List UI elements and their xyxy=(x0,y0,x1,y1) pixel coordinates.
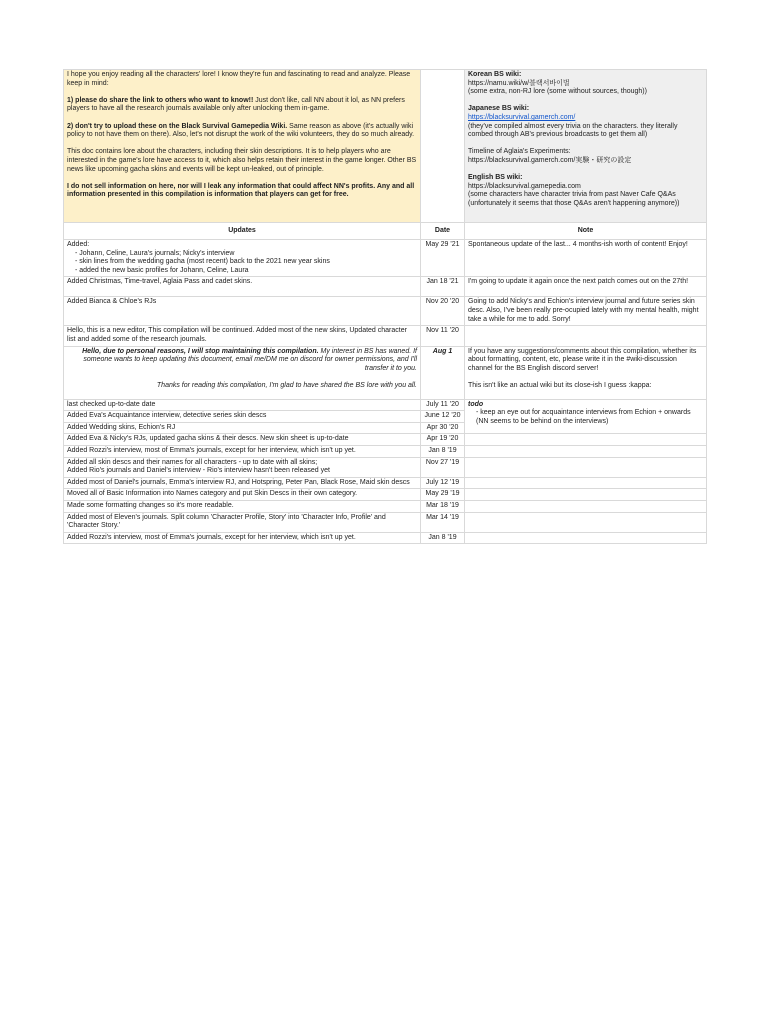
intro-point-1 xyxy=(67,97,417,114)
table-row xyxy=(64,399,707,411)
intro-empty-cell[interactable] xyxy=(421,70,465,223)
note-cell[interactable] xyxy=(465,457,707,477)
header-updates[interactable]: Updates xyxy=(64,223,421,240)
note-cell[interactable] xyxy=(465,489,707,501)
update-cell[interactable] xyxy=(64,457,421,477)
update-cell[interactable]: Added Rozzi's interview, most of Emma's journals, except for her interview, which isn't up yet. xyxy=(64,532,421,544)
english-wiki-url[interactable]: https://blacksurvival.gamepedia.com xyxy=(468,182,581,190)
korean-wiki-note: (some extra, non-RJ lore (some without sources, though)) xyxy=(468,88,647,96)
date-cell[interactable]: Nov 27 '19 xyxy=(421,457,465,477)
update-cell[interactable]: Added Christmas, Time-travel, Aglaia Pass and cadet skins. xyxy=(64,277,421,297)
table-row xyxy=(64,512,707,532)
update-cell[interactable] xyxy=(64,346,421,399)
update-cell[interactable]: Made some formatting changes so it's more readable. xyxy=(64,500,421,512)
update-cell[interactable]: Moved all of Basic Information into Names category and put Skin Descs in their own category. xyxy=(64,489,421,501)
intro-point-1-rest: Just don't like, call NN about it lol, as NN prefers players to have all the research journals available only after unlocking them in-game. xyxy=(67,96,405,113)
date-cell[interactable]: June 12 '20 xyxy=(421,411,465,423)
wiki-links-cell[interactable] xyxy=(465,70,707,223)
table-row xyxy=(64,500,707,512)
date-cell[interactable]: Jan 18 '21 xyxy=(421,277,465,297)
header-note[interactable]: Note xyxy=(465,223,707,240)
timeline-title: Timeline of Aglaia's Experiments: xyxy=(468,148,571,156)
table-row xyxy=(64,297,707,326)
update-cell[interactable]: Added Wedding skins, Echion's RJ xyxy=(64,422,421,434)
note-suggestions: If you have any suggestions/comments about this compilation, whether its about formatting, content, etc, please write it in the #wiki-discussion channel for the BS English discord server! xyxy=(468,347,697,372)
date-cell[interactable]: Nov 11 '20 xyxy=(421,326,465,346)
note-cell[interactable] xyxy=(465,326,707,346)
updates-table xyxy=(63,69,707,544)
table-row xyxy=(64,445,707,457)
table-row xyxy=(64,532,707,544)
todo-item: - keep an eye out for acquaintance interviews from Echion + onwards (NN seems to be behind on the interviews) xyxy=(476,409,691,425)
note-cell[interactable]: Going to add Nicky's and Echion's interview journal and future series skin desc. Also, I've been really pre-ocupied lately with my mental health, might take a while for me to add. Sorry! xyxy=(465,297,707,326)
note-cell[interactable] xyxy=(465,434,707,446)
date-cell[interactable]: Jan 8 '19 xyxy=(421,532,465,544)
thanks-message: Thanks for reading this compilation, I'm glad to have shared the BS lore with you all. xyxy=(156,381,417,389)
update-line: - Johann, Celine, Laura's journals; Nicky's interview xyxy=(75,249,235,257)
table-row xyxy=(64,489,707,501)
date-cell[interactable]: Mar 18 '19 xyxy=(421,500,465,512)
intro-point-4: I do not sell information on here, nor will I leak any information that could affect NN's profits. Any and all information presented in this compilation is information that players can get for free. xyxy=(67,182,415,199)
date-cell[interactable]: Apr 30 '20 xyxy=(421,422,465,434)
header-date[interactable]: Date xyxy=(421,223,465,240)
intro-cell[interactable] xyxy=(64,70,421,223)
english-wiki-title: English BS wiki: xyxy=(468,174,523,182)
date-cell[interactable]: Mar 14 '19 xyxy=(421,512,465,532)
intro-point-2 xyxy=(67,123,417,140)
update-cell[interactable]: Added Eva & Nicky's RJs, updated gacha skins & their descs. New skin sheet is up-to-date xyxy=(64,434,421,446)
update-line: - skin lines from the wedding gacha (most recent) back to the 2021 new year skins xyxy=(75,258,330,266)
note-cell[interactable] xyxy=(465,532,707,544)
table-row xyxy=(64,346,707,399)
note-cell[interactable] xyxy=(465,346,707,399)
date-cell[interactable]: Aug 1 xyxy=(421,346,465,399)
intro-point-2-rest: Same reason as above (it's actually wiki policy to not have them on there). Also, let's not disrupt the work of the wiki volunteers, they do so much already. xyxy=(67,122,415,139)
table-row xyxy=(64,477,707,489)
timeline-url[interactable]: https://blacksurvival.gamerch.com/実験・研究の設定 xyxy=(468,156,632,164)
todo-title: todo xyxy=(468,400,484,408)
table-row xyxy=(64,326,707,346)
date-cell[interactable]: July 11 '20 xyxy=(421,399,465,411)
japanese-wiki-note: (they've compiled almost every trivia on the characters. they literally combed through AB's previous broadcasts to get them all) xyxy=(468,122,678,139)
note-cell[interactable] xyxy=(465,477,707,489)
table-row xyxy=(64,277,707,297)
update-cell[interactable]: Added most of Eleven's journals. Split column 'Character Profile, Story' into 'Character Info, Profile' and 'Character Story.' xyxy=(64,512,421,532)
table-row xyxy=(64,457,707,477)
date-cell[interactable]: Apr 19 '20 xyxy=(421,434,465,446)
japanese-wiki-title: Japanese BS wiki: xyxy=(468,105,530,113)
date-cell[interactable]: July 12 '19 xyxy=(421,477,465,489)
header-row xyxy=(64,223,707,240)
update-line: Added: xyxy=(67,241,90,248)
update-cell[interactable]: Added most of Daniel's journals, Emma's interview RJ, and Hotspring, Peter Pan, Black Rose, Maid skin descs xyxy=(64,477,421,489)
update-cell[interactable]: Hello, this is a new editor, This compilation will be continued. Added most of the new skins, Updated character list and added some of the research journals. xyxy=(64,326,421,346)
update-line: - added the new basic profiles for Johann, Celine, Laura xyxy=(75,266,249,274)
intro-point-1-bold: 1) please do share the link to others who want to know!! xyxy=(67,96,254,104)
intro-point-2-bold: 2) don't try to upload these on the Black Survival Gamepedia Wiki. xyxy=(67,122,288,130)
spreadsheet xyxy=(63,69,706,544)
farewell-bold: Hello, due to personal reasons, I will stop maintaining this compilation. xyxy=(82,347,319,355)
note-cell[interactable] xyxy=(465,500,707,512)
note-cell[interactable]: Spontaneous update of the last... 4 months-ish worth of content! Enjoy! xyxy=(465,240,707,277)
farewell-italic: My interest in BS has waned. If someone wants to keep updating this document, email me/DM me on discord for owner permissions, and I'll transfer it to you. xyxy=(83,347,417,372)
date-cell[interactable]: May 29 '19 xyxy=(421,489,465,501)
korean-wiki-title: Korean BS wiki: xyxy=(468,71,522,78)
date-cell[interactable]: Jan 8 '19 xyxy=(421,445,465,457)
table-row xyxy=(64,434,707,446)
note-wiki: This isn't like an actual wiki but its close-ish I guess :kappa: xyxy=(468,381,652,389)
update-line: Added Rio's journals and Daniel's interview - Rio's interview hasn't been released yet xyxy=(67,467,330,475)
update-cell[interactable]: Added Rozzi's interview, most of Emma's journals, except for her interview, which isn't up yet. xyxy=(64,445,421,457)
note-cell[interactable]: I'm going to update it again once the next patch comes out on the 27th! xyxy=(465,277,707,297)
japanese-wiki-link[interactable]: https://blacksurvival.gamerch.com/ xyxy=(468,113,576,121)
todo-cell[interactable] xyxy=(465,399,707,434)
note-cell[interactable] xyxy=(465,445,707,457)
update-cell[interactable]: Added Bianca & Chloe's RJs xyxy=(64,297,421,326)
korean-wiki-url[interactable]: https://namu.wiki/w/블랙서바이벌 xyxy=(468,79,570,87)
intro-row xyxy=(64,70,707,223)
date-cell[interactable]: Nov 20 '20 xyxy=(421,297,465,326)
table-row xyxy=(64,240,707,277)
farewell-message xyxy=(67,348,417,374)
update-line: Added all skin descs and their names for all characters - up to date with all skins; xyxy=(67,458,318,466)
intro-line: I hope you enjoy reading all the characters' lore! I know they're fun and fascinating to read and analyze. Please keep in mind: xyxy=(67,71,411,87)
update-cell[interactable]: Added Eva's Acquaintance interview, detective series skin descs xyxy=(64,411,421,423)
date-cell[interactable]: May 29 '21 xyxy=(421,240,465,277)
update-cell[interactable] xyxy=(64,240,421,277)
english-wiki-note: (some characters have character trivia from past Naver Cafe Q&As (unfortunately it seems that those Q&As aren't happening anymore)) xyxy=(468,191,680,207)
intro-point-3: This doc contains lore about the characters, including their skin descriptions. It is to help players who are interested in the game's lore have access to it, which also helps retain their interest in the game longer. Other BS news like upcoming gacha skins and events will be kept un-leaked, out of principle. xyxy=(67,148,417,173)
update-cell[interactable]: last checked up-to-date date xyxy=(64,399,421,411)
note-cell[interactable] xyxy=(465,512,707,532)
